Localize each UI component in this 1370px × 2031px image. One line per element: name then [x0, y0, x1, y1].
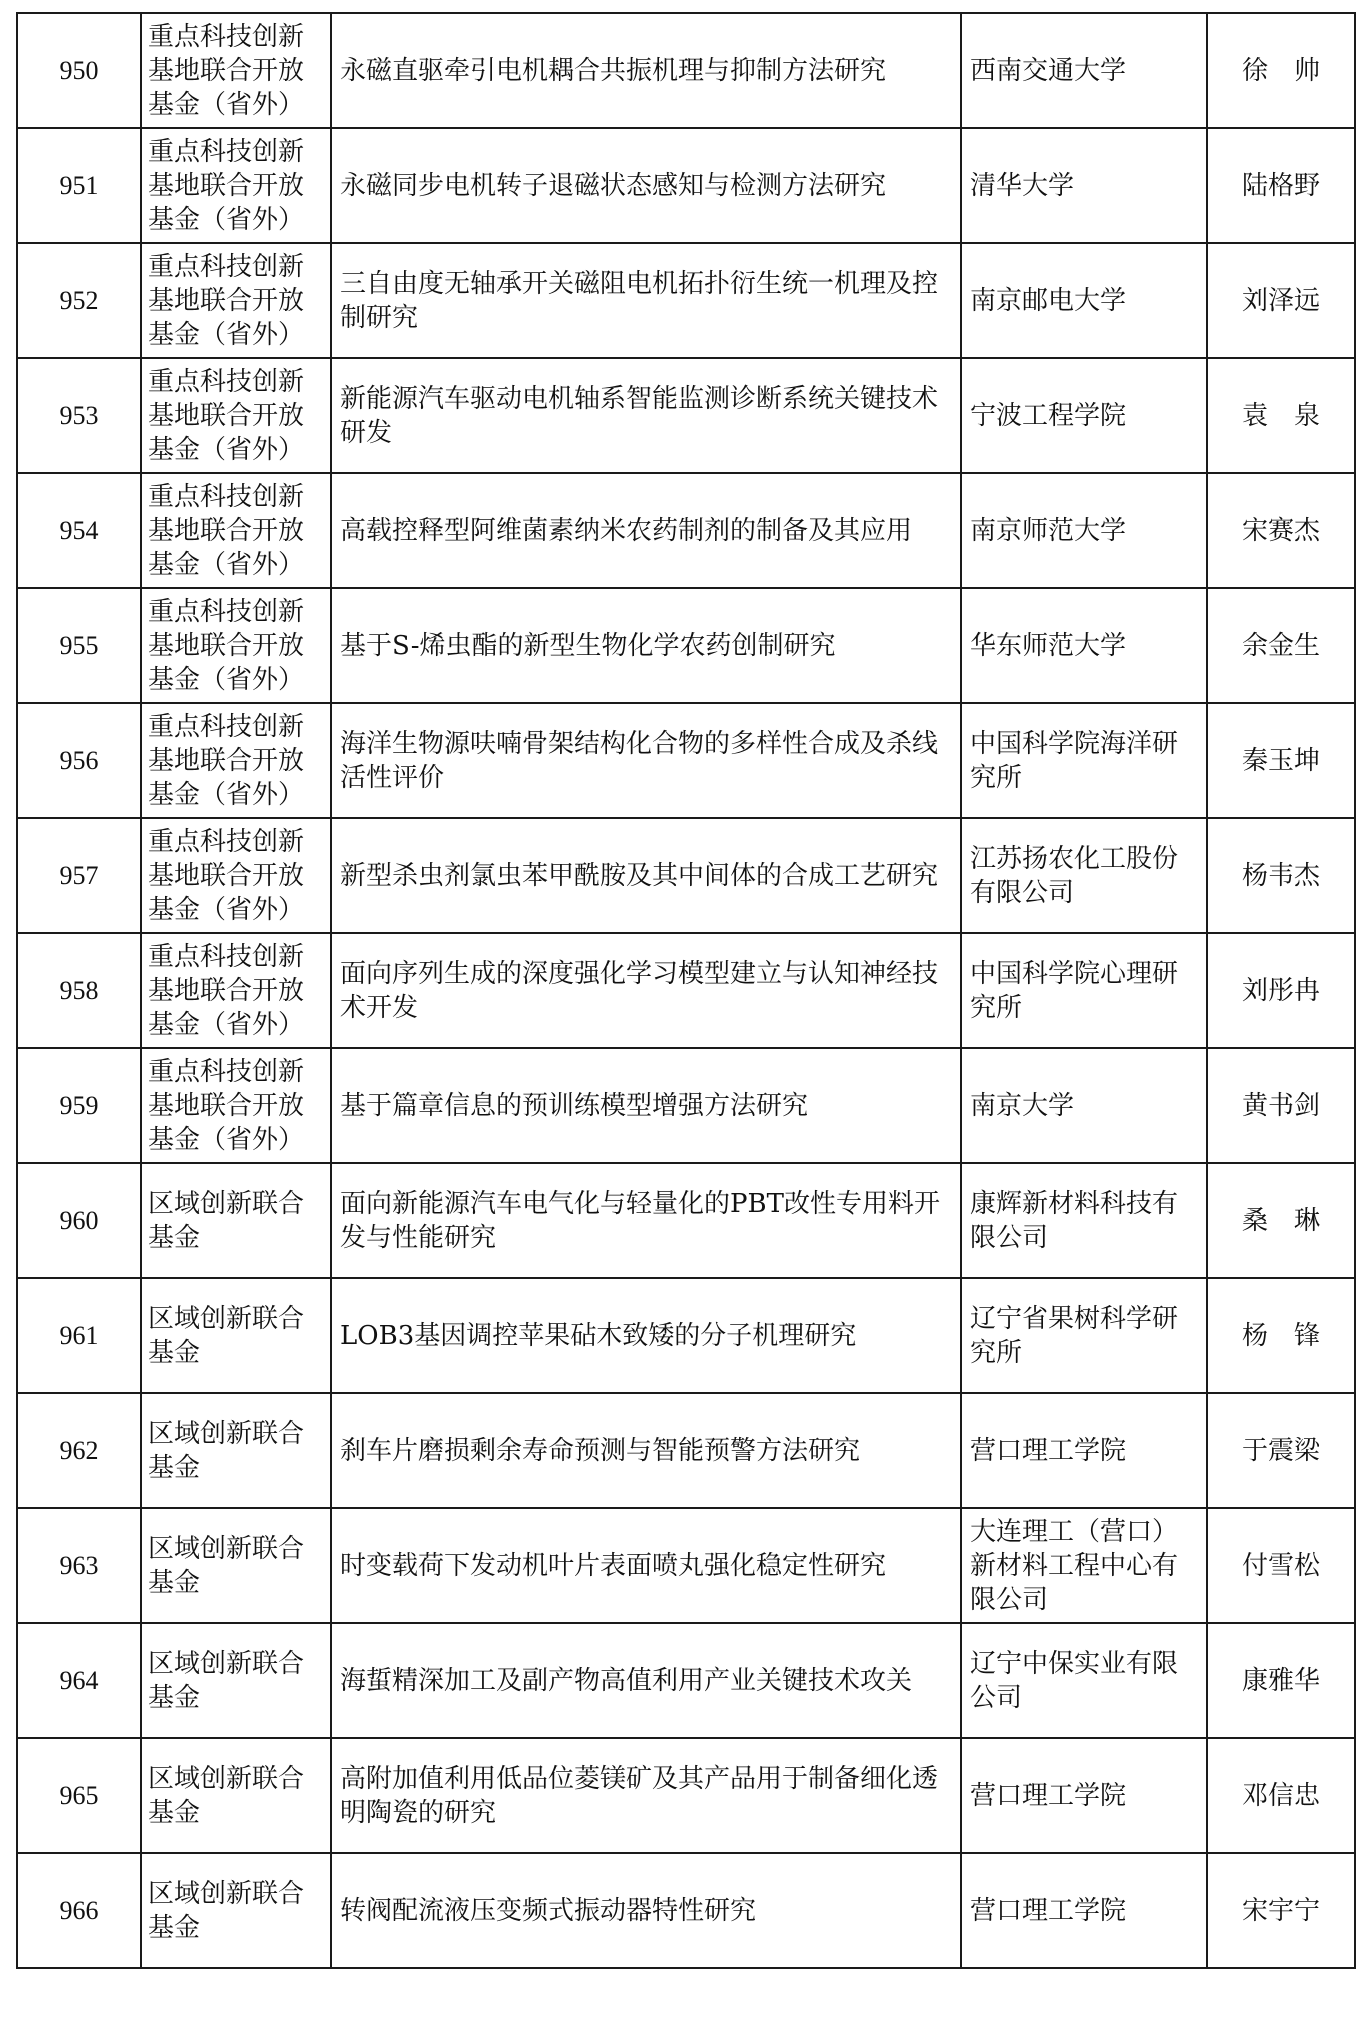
project-title: 高载控释型阿维菌素纳米农药制剂的制备及其应用 — [331, 473, 961, 588]
fund-category: 区域创新联合基金 — [141, 1623, 331, 1738]
host-organization: 西南交通大学 — [961, 13, 1207, 128]
table-row — [17, 933, 1355, 1048]
row-number: 959 — [17, 1048, 141, 1163]
project-title: 新能源汽车驱动电机轴系智能监测诊断系统关键技术研发 — [331, 358, 961, 473]
fund-category: 区域创新联合基金 — [141, 1278, 331, 1393]
project-title: 海洋生物源呋喃骨架结构化合物的多样性合成及杀线活性评价 — [331, 703, 961, 818]
fund-category: 重点科技创新基地联合开放基金（省外） — [141, 128, 331, 243]
row-number: 951 — [17, 128, 141, 243]
fund-category: 区域创新联合基金 — [141, 1853, 331, 1968]
host-organization: 宁波工程学院 — [961, 358, 1207, 473]
fund-category: 重点科技创新基地联合开放基金（省外） — [141, 13, 331, 128]
host-organization: 清华大学 — [961, 128, 1207, 243]
row-number: 952 — [17, 243, 141, 358]
table-row — [17, 1623, 1355, 1738]
project-title: 新型杀虫剂氯虫苯甲酰胺及其中间体的合成工艺研究 — [331, 818, 961, 933]
table-row — [17, 1163, 1355, 1278]
table-row — [17, 1853, 1355, 1968]
host-organization: 南京邮电大学 — [961, 243, 1207, 358]
project-title: 转阀配流液压变频式振动器特性研究 — [331, 1853, 961, 1968]
project-leader: 杨 锋 — [1207, 1278, 1355, 1393]
fund-category: 重点科技创新基地联合开放基金（省外） — [141, 933, 331, 1048]
table-row — [17, 588, 1355, 703]
table-row — [17, 818, 1355, 933]
project-title: 永磁直驱牵引电机耦合共振机理与抑制方法研究 — [331, 13, 961, 128]
project-title: 时变载荷下发动机叶片表面喷丸强化稳定性研究 — [331, 1508, 961, 1623]
project-title: 面向新能源汽车电气化与轻量化的PBT改性专用料开发与性能研究 — [331, 1163, 961, 1278]
host-organization: 大连理工（营口）新材料工程中心有限公司 — [961, 1508, 1207, 1623]
host-organization: 辽宁中保实业有限公司 — [961, 1623, 1207, 1738]
host-organization: 南京大学 — [961, 1048, 1207, 1163]
row-number: 963 — [17, 1508, 141, 1623]
project-leader: 杨韦杰 — [1207, 818, 1355, 933]
row-number: 953 — [17, 358, 141, 473]
project-title: 海蜇精深加工及副产物高值利用产业关键技术攻关 — [331, 1623, 961, 1738]
row-number: 954 — [17, 473, 141, 588]
table-row — [17, 358, 1355, 473]
project-title: 永磁同步电机转子退磁状态感知与检测方法研究 — [331, 128, 961, 243]
project-leader: 刘泽远 — [1207, 243, 1355, 358]
row-number: 958 — [17, 933, 141, 1048]
table-row — [17, 128, 1355, 243]
table-row — [17, 473, 1355, 588]
fund-category: 重点科技创新基地联合开放基金（省外） — [141, 1048, 331, 1163]
project-title: 刹车片磨损剩余寿命预测与智能预警方法研究 — [331, 1393, 961, 1508]
row-number: 956 — [17, 703, 141, 818]
fund-category: 重点科技创新基地联合开放基金（省外） — [141, 473, 331, 588]
project-leader: 刘彤冉 — [1207, 933, 1355, 1048]
row-number: 961 — [17, 1278, 141, 1393]
fund-category: 区域创新联合基金 — [141, 1393, 331, 1508]
fund-category: 区域创新联合基金 — [141, 1738, 331, 1853]
project-leader: 康雅华 — [1207, 1623, 1355, 1738]
table-row — [17, 1278, 1355, 1393]
grant-list-table — [16, 12, 1356, 1969]
project-title: 基于S-烯虫酯的新型生物化学农药创制研究 — [331, 588, 961, 703]
fund-category: 重点科技创新基地联合开放基金（省外） — [141, 243, 331, 358]
table-row — [17, 1048, 1355, 1163]
project-leader: 邓信忠 — [1207, 1738, 1355, 1853]
table-row — [17, 1393, 1355, 1508]
row-number: 965 — [17, 1738, 141, 1853]
table-row — [17, 1508, 1355, 1623]
host-organization: 南京师范大学 — [961, 473, 1207, 588]
fund-category: 重点科技创新基地联合开放基金（省外） — [141, 358, 331, 473]
table-row — [17, 703, 1355, 818]
host-organization: 营口理工学院 — [961, 1853, 1207, 1968]
project-leader: 桑 琳 — [1207, 1163, 1355, 1278]
project-leader: 陆格野 — [1207, 128, 1355, 243]
project-leader: 秦玉坤 — [1207, 703, 1355, 818]
project-leader: 袁 泉 — [1207, 358, 1355, 473]
project-title: 高附加值利用低品位菱镁矿及其产品用于制备细化透明陶瓷的研究 — [331, 1738, 961, 1853]
project-leader: 宋赛杰 — [1207, 473, 1355, 588]
host-organization: 中国科学院海洋研究所 — [961, 703, 1207, 818]
row-number: 966 — [17, 1853, 141, 1968]
project-title: 三自由度无轴承开关磁阻电机拓扑衍生统一机理及控制研究 — [331, 243, 961, 358]
grant-list-body — [17, 13, 1355, 1968]
host-organization: 华东师范大学 — [961, 588, 1207, 703]
host-organization: 营口理工学院 — [961, 1393, 1207, 1508]
row-number: 957 — [17, 818, 141, 933]
row-number: 962 — [17, 1393, 141, 1508]
fund-category: 重点科技创新基地联合开放基金（省外） — [141, 588, 331, 703]
project-leader: 余金生 — [1207, 588, 1355, 703]
project-leader: 黄书剑 — [1207, 1048, 1355, 1163]
project-leader: 付雪松 — [1207, 1508, 1355, 1623]
table-row — [17, 13, 1355, 128]
fund-category: 重点科技创新基地联合开放基金（省外） — [141, 818, 331, 933]
table-row — [17, 1738, 1355, 1853]
host-organization: 中国科学院心理研究所 — [961, 933, 1207, 1048]
project-title: LOB3基因调控苹果砧木致矮的分子机理研究 — [331, 1278, 961, 1393]
host-organization: 营口理工学院 — [961, 1738, 1207, 1853]
project-leader: 于震梁 — [1207, 1393, 1355, 1508]
fund-category: 区域创新联合基金 — [141, 1163, 331, 1278]
project-title: 面向序列生成的深度强化学习模型建立与认知神经技术开发 — [331, 933, 961, 1048]
fund-category: 区域创新联合基金 — [141, 1508, 331, 1623]
row-number: 950 — [17, 13, 141, 128]
fund-category: 重点科技创新基地联合开放基金（省外） — [141, 703, 331, 818]
table-row — [17, 243, 1355, 358]
row-number: 964 — [17, 1623, 141, 1738]
row-number: 955 — [17, 588, 141, 703]
host-organization: 康辉新材料科技有限公司 — [961, 1163, 1207, 1278]
row-number: 960 — [17, 1163, 141, 1278]
host-organization: 辽宁省果树科学研究所 — [961, 1278, 1207, 1393]
host-organization: 江苏扬农化工股份有限公司 — [961, 818, 1207, 933]
project-leader: 徐 帅 — [1207, 13, 1355, 128]
project-title: 基于篇章信息的预训练模型增强方法研究 — [331, 1048, 961, 1163]
project-leader: 宋宇宁 — [1207, 1853, 1355, 1968]
